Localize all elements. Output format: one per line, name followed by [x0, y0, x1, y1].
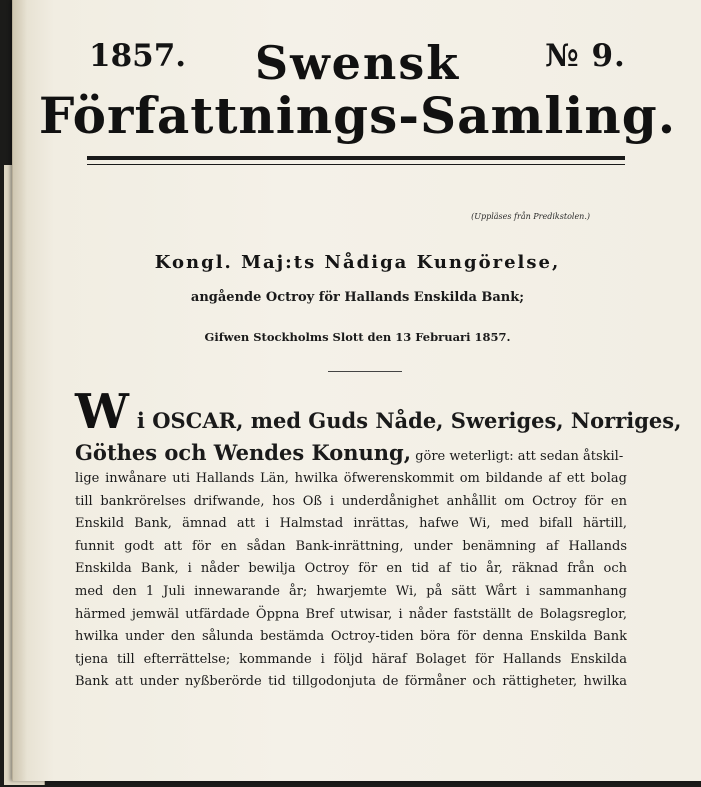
body-line: funnit godt att för en sådan Bank-inrättning, under benämning af Hallands [75, 538, 627, 554]
body-line: härmed jemwäl utfärdade Öppna Bref utwisar, i nåder fastställt de Bolagsreglor, [75, 606, 627, 622]
header-issue-number: № 9. [545, 38, 626, 74]
body-line: Enskilda Bank, i nåder bewilja Octroy för en tid af tio år, räknad från och [75, 561, 627, 577]
drop-cap: W [75, 384, 129, 440]
decree-subtitle: angående Octroy för Hallands Enskilda Bank; [190, 290, 525, 305]
document-page [12, 0, 701, 781]
body-line: till bankrörelses drifwande, hos Oß i underdånighet anhållit om Octroy för en [75, 493, 627, 509]
reading-note: (Uppläses från Predikstolen.) [471, 212, 590, 221]
header-year: 1857. [89, 38, 187, 74]
header-rule-thick [87, 156, 625, 160]
intro-line1-text: i OSCAR, med Guds Nåde, Sweriges, Norriges, [136, 408, 682, 433]
body-line: lige inwånare uti Hallands Län, hwilka öfwerenskommit om bildande af ett bolag [75, 471, 627, 486]
intro-line2-tail: göre weterligt: att sedan åtskil- [411, 449, 624, 464]
intro-line2 [75, 438, 627, 468]
body-line: tjena till efterrättelse; kommande i följd häraf Bolaget för Hallands Enskilda [75, 651, 627, 667]
body-line: Bank att under nyßberörde tid tillgodonjuta de förmåner och rättigheter, hwilka [75, 674, 627, 690]
section-divider [328, 371, 402, 372]
header-title-line2: Författnings-Samling. [38, 86, 677, 145]
body-line: med den 1 Juli innewarande år; hwarjemte Wi, på sätt Wårt i sammanhang [75, 583, 627, 599]
decree-body [75, 384, 682, 694]
decree-title: Kongl. Maj:ts Nådiga Kungörelse, [154, 252, 561, 273]
header-title-line1: Swensk [254, 36, 461, 90]
decree-date: Gifwen Stockholms Slott den 13 Februari 1857. [204, 330, 511, 344]
body-line: hwilka under den sålunda bestämda Octroy-tiden böra för denna Enskilda Bank [75, 629, 627, 645]
header-rule-thin [87, 164, 625, 165]
intro-line [75, 384, 682, 440]
intro-line2-text: Göthes och Wendes Konung, [75, 440, 412, 465]
body-line: Enskild Bank, ämnad att i Halmstad inrättas, hafwe Wi, med bifall härtill, [75, 516, 627, 532]
